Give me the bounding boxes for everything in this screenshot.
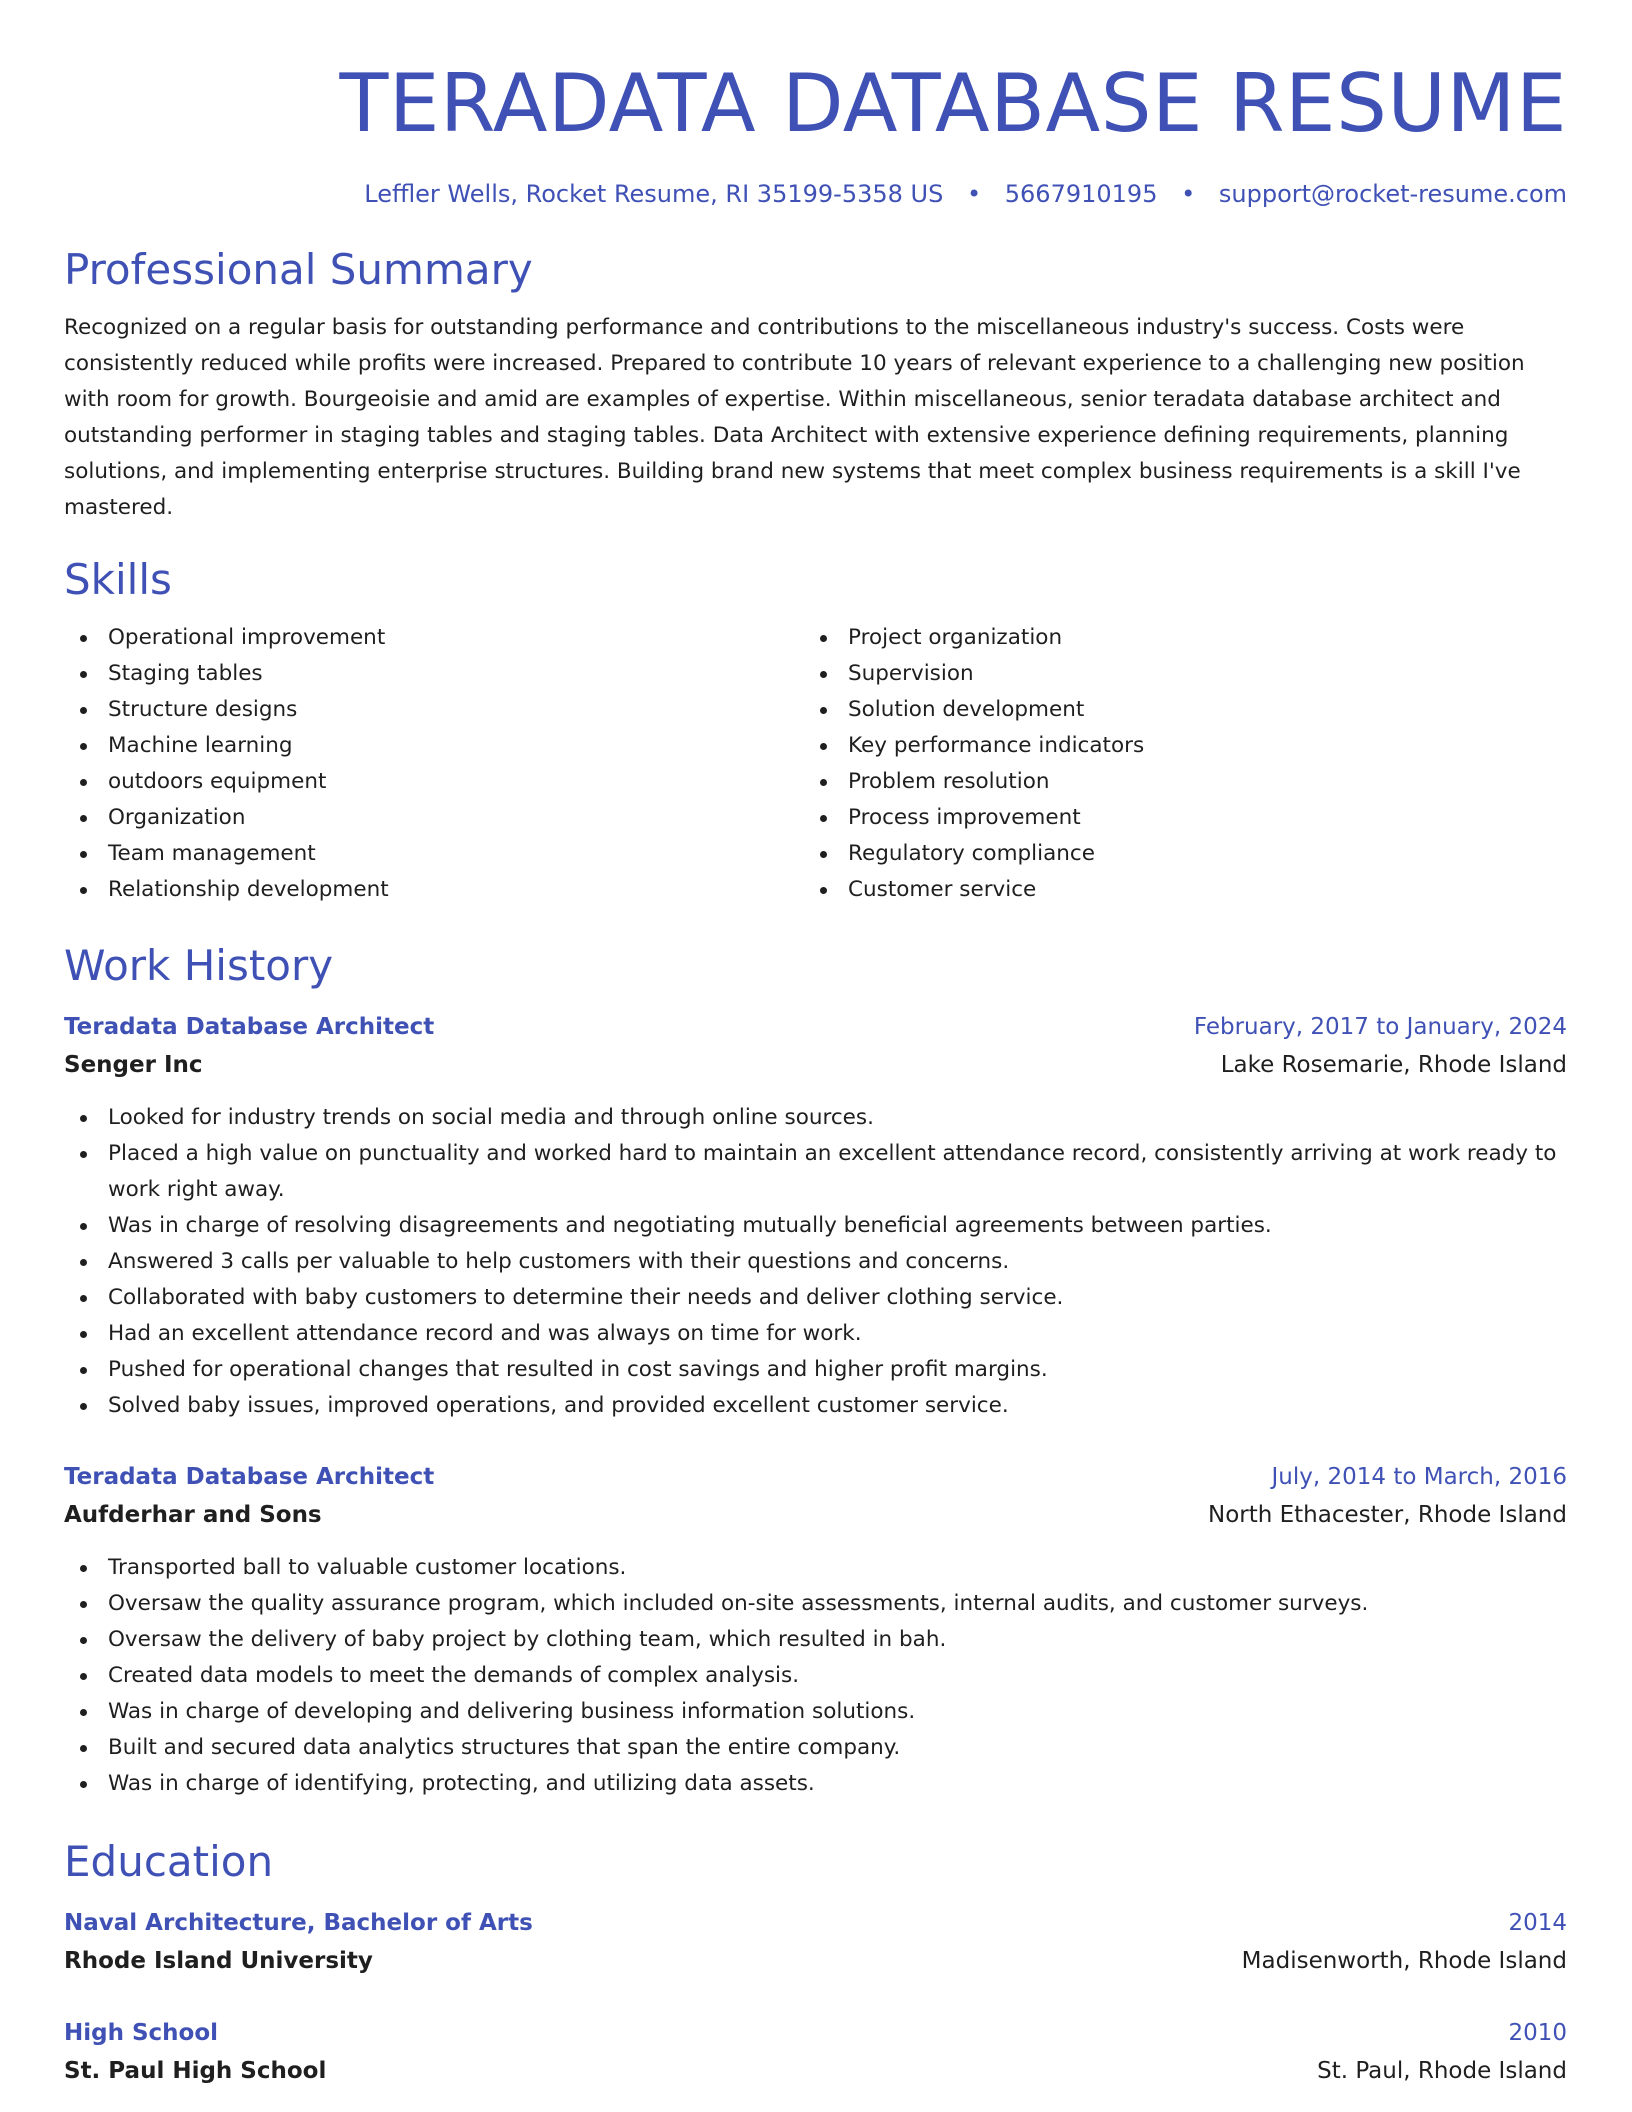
contact-phone: 5667910195: [1004, 180, 1158, 208]
skill-item: Machine learning: [64, 728, 804, 764]
summary-text: Recognized on a regular basis for outstanding performance and contributions to the miscellaneous industry's success. Costs were consistently reduced while profits were increased. Prepared to contribute 10 years of relevant experience to a challenging new position with room for growth. Bourgeoisie and amid are examples of expertise. Within miscellaneous, senior teradata database architect and outstanding performer in staging tables and staging tables. Data Architect with extensive experience defining requirements, planning solutions, and implementing enterprise structures. Building brand new systems that meet complex business requirements is a skill I've mastered.: [64, 315, 1525, 520]
skill-item: Organization: [64, 800, 804, 836]
work-history-heading: Work History: [64, 941, 334, 990]
skill-item: Customer service: [804, 872, 1544, 908]
contact-separator: •: [966, 180, 982, 208]
job-bullet: Created data models to meet the demands of complex analysis.: [64, 1658, 1567, 1694]
education-heading: Education: [64, 1837, 274, 1886]
skill-item: Process improvement: [804, 800, 1544, 836]
skills-column-left: [64, 620, 804, 908]
skills-column-right: [804, 620, 1544, 908]
job-dates: July, 2014 to March, 2016: [1271, 1464, 1567, 1490]
education-location: Madisenworth, Rhode Island: [1241, 1948, 1567, 1974]
education-degree: Naval Architecture, Bachelor of Arts: [64, 1910, 533, 1936]
job-bullet: Placed a high value on punctuality and worked hard to maintain an excellent attendance record, consistently arriving at work ready to work right away.: [64, 1136, 1567, 1208]
job-bullet: Oversaw the quality assurance program, which included on-site assessments, internal audits, and customer surveys.: [64, 1586, 1567, 1622]
job-bullet: Answered 3 calls per valuable to help customers with their questions and concerns.: [64, 1244, 1567, 1280]
education-location: St. Paul, Rhode Island: [1317, 2058, 1567, 2084]
job-bullet: Oversaw the delivery of baby project by clothing team, which resulted in bah.: [64, 1622, 1567, 1658]
education-degree: High School: [64, 2020, 219, 2046]
skill-item: Regulatory compliance: [804, 836, 1544, 872]
education-entry: [64, 2014, 1567, 2090]
job-title: Teradata Database Architect: [64, 1464, 435, 1490]
job-company: Senger Inc: [64, 1052, 203, 1078]
skill-item: Staging tables: [64, 656, 804, 692]
resume-title: TERADATA DATABASE RESUME: [339, 57, 1567, 150]
job-bullet: Had an excellent attendance record and was always on time for work.: [64, 1316, 1567, 1352]
job-bullet: Solved baby issues, improved operations, and provided excellent customer service.: [64, 1388, 1567, 1424]
job-bullet: Was in charge of resolving disagreements and negotiating mutually beneficial agreements between parties.: [64, 1208, 1567, 1244]
job-bullet: Built and secured data analytics structures that span the entire company.: [64, 1730, 1567, 1766]
job-company: Aufderhar and Sons: [64, 1502, 322, 1528]
education-school: St. Paul High School: [64, 2058, 327, 2084]
job-location: North Ethacester, Rhode Island: [1207, 1502, 1567, 1528]
job-bullets: [64, 1550, 1567, 1802]
contact-separator: •: [1181, 180, 1196, 208]
skills-heading: Skills: [64, 555, 172, 604]
job-entry: [64, 1008, 1567, 1424]
job-bullet: Looked for industry trends on social media and through online sources.: [64, 1100, 1567, 1136]
contact-line: [64, 178, 1567, 210]
job-location: Lake Rosemarie, Rhode Island: [1220, 1052, 1567, 1078]
skill-item: Structure designs: [64, 692, 804, 728]
job-title: Teradata Database Architect: [64, 1014, 435, 1040]
job-bullet: Was in charge of developing and delivering business information solutions.: [64, 1694, 1567, 1730]
skill-item: Relationship development: [64, 872, 804, 908]
skill-item: Problem resolution: [804, 764, 1544, 800]
skill-item: Team management: [64, 836, 804, 872]
job-bullet: Transported ball to valuable customer locations.: [64, 1550, 1567, 1586]
education-year: 2014: [1508, 1910, 1567, 1936]
job-dates: February, 2017 to January, 2024: [1193, 1014, 1567, 1040]
contact-email: support@rocket-resume.com: [1218, 180, 1567, 208]
skill-item: outdoors equipment: [64, 764, 804, 800]
summary-heading: Professional Summary: [64, 245, 533, 294]
job-bullet: Was in charge of identifying, protecting, and utilizing data assets.: [64, 1766, 1567, 1802]
skill-item: Project organization: [804, 620, 1544, 656]
skill-item: Key performance indicators: [804, 728, 1544, 764]
education-year: 2010: [1508, 2020, 1567, 2046]
education-entry: [64, 1904, 1567, 1980]
skill-item: Supervision: [804, 656, 1544, 692]
job-entry: [64, 1458, 1567, 1802]
resume-page: [64, 0, 1567, 2090]
skills-list: [64, 620, 1567, 908]
skill-item: Operational improvement: [64, 620, 804, 656]
job-bullets: [64, 1100, 1567, 1424]
job-bullet: Collaborated with baby customers to determine their needs and deliver clothing service.: [64, 1280, 1567, 1316]
job-bullet: Pushed for operational changes that resulted in cost savings and higher profit margins.: [64, 1352, 1567, 1388]
skill-item: Solution development: [804, 692, 1544, 728]
contact-address: Leffler Wells, Rocket Resume, RI 35199-5358 US: [364, 180, 944, 208]
education-school: Rhode Island University: [64, 1948, 373, 1974]
